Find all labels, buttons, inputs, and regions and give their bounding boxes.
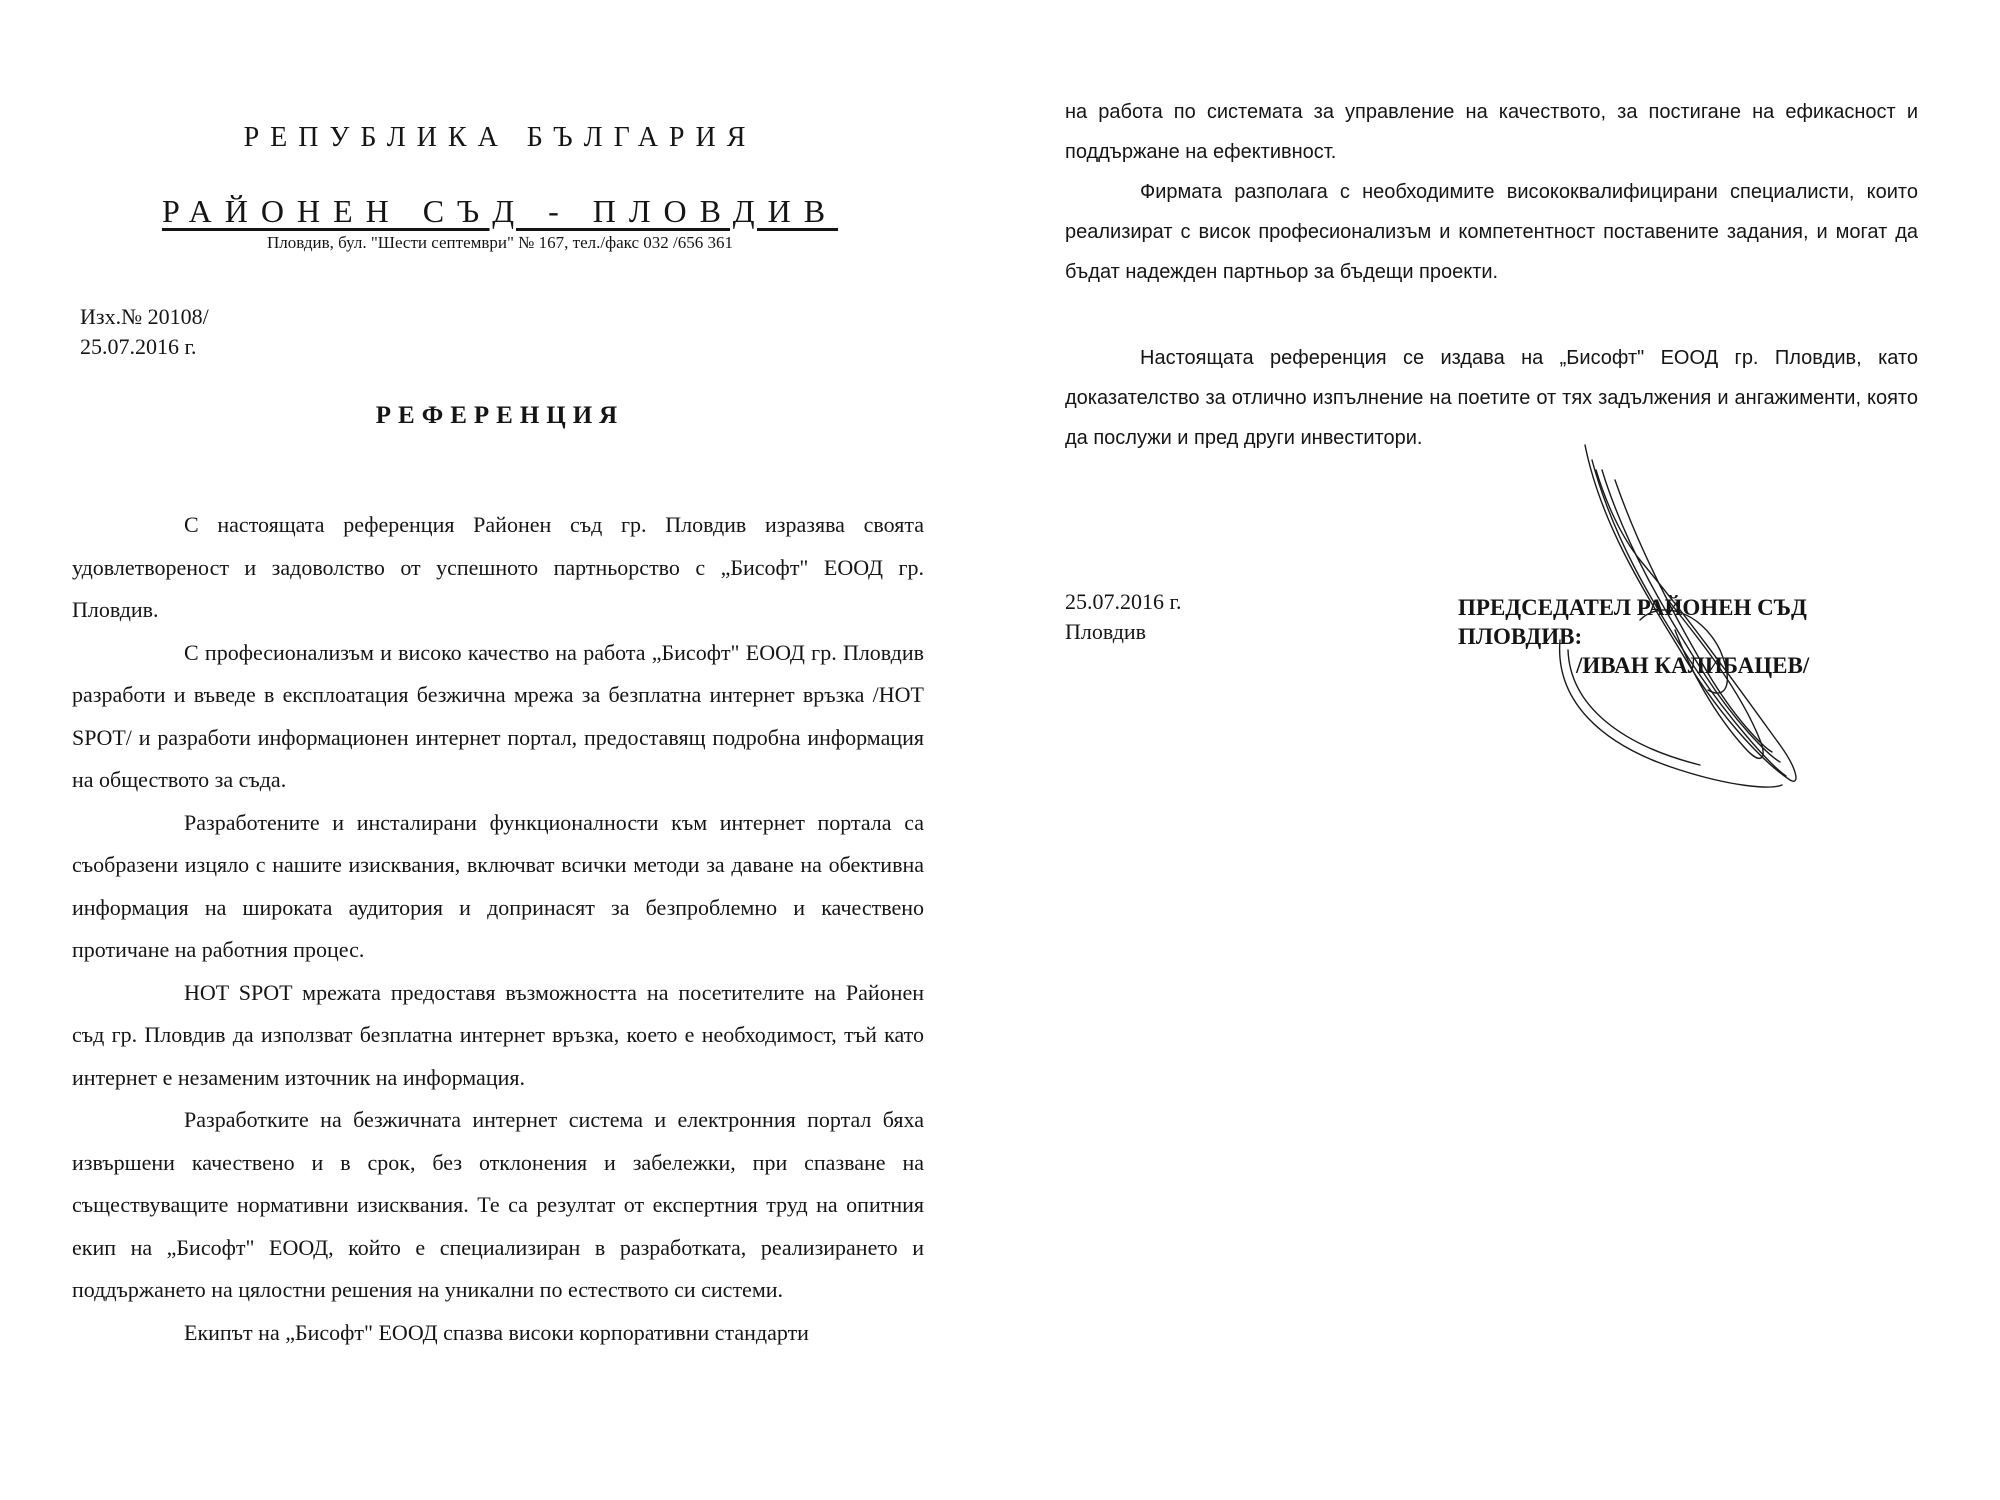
signature-date: 25.07.2016 г. [1065,589,1182,614]
paragraph: Разработките на безжичната интернет система и електронния портал бяха извършени качествено и в срок, без отклонения и забележки, при спазване на съществуващите нормативни изисквания. Те са резултат от експертния труд на опитния екип на „Бисофт" ЕООД, който е специализиран в разработката, реализирането и поддържането на цялостни решения на уникални по естеството си системи. [72,1107,924,1302]
paragraph: Настоящата референция се издава на „Бисофт" ЕООД гр. Пловдив, като доказателство за отлично изпълнение на поетите от тях задължения и ангажименти, която да послужи и пред други инвеститори. [1065,347,1918,449]
paragraph: HOT SPOT мрежата предоставя възможността на посетителите на Районен съд гр. Пловдив да използват безплатна интернет връзка, което е необходимост, тъй като интернет е незаменим източник на информация. [72,979,924,1090]
paragraph: С настоящата референция Районен съд гр. Пловдив изразява своята удовлетвореност и задоволство от успешното партньорство с „Бисофт" ЕООД гр. Пловдив. [72,512,924,622]
signatory-title: ПРЕДСЕДАТЕЛ РАЙОНЕН СЪД [1458,595,1807,620]
page-right [1000,0,2000,1500]
reference-number-block [80,302,209,362]
court-heading: РАЙОНЕН СЪД - ПЛОВДИВ [161,193,839,229]
paragraph: Разработените и инсталирани функционалности към интернет портала са съобразени изцяло с нашите изисквания, включват всички методи за даване на обективна информация на широката аудитория и допринасят за безпроблемно и качествено протичане на работния процес. [72,809,924,962]
signature-city: Пловдив [1065,619,1147,644]
paragraph: С професионализъм и високо качество на работа „Бисофт" ЕООД гр. Пловдив разработи и въведе в експлоатация безжична мрежа за безплатна интернет връзка /HOT SPOT/ и разработи информационен интернет портал, предоставящ подробна информация на обществото за съда. [72,639,924,792]
reference-number: Изх.№ 20108/ [80,304,209,329]
signatory-city: ПЛОВДИВ: [1458,624,1583,649]
body-text-right [1065,92,1918,458]
country-heading: РЕПУБЛИКА БЪЛГАРИЯ [243,122,757,153]
body-text-left [72,504,924,1354]
court-address: Пловдив, бул. "Шести септември" № 167, тел./факс 032 /656 361 [266,233,733,252]
paragraph: Екипът на „Бисофт" ЕООД спазва високи корпоративни стандарти [184,1319,809,1345]
document-title: РЕФЕРЕНЦИЯ [375,402,625,429]
signatory-name: /ИВАН КАЛИБАЦЕВ/ [1576,653,1810,678]
reference-date: 25.07.2016 г. [80,334,197,359]
paragraph: на работа по системата за управление на качеството, за постигане на ефикасност и поддържане на ефективност. [1065,101,1918,163]
signature-date-block [1065,587,1182,647]
paragraph: Фирмата разполага с необходимите висококвалифицирани специалисти, които реализират с висок професионализъм и компетентност поставените задания, и могат да бъдат надежден партньор за бъдещи проекти. [1065,181,1918,283]
signatory-block [1458,593,1809,680]
